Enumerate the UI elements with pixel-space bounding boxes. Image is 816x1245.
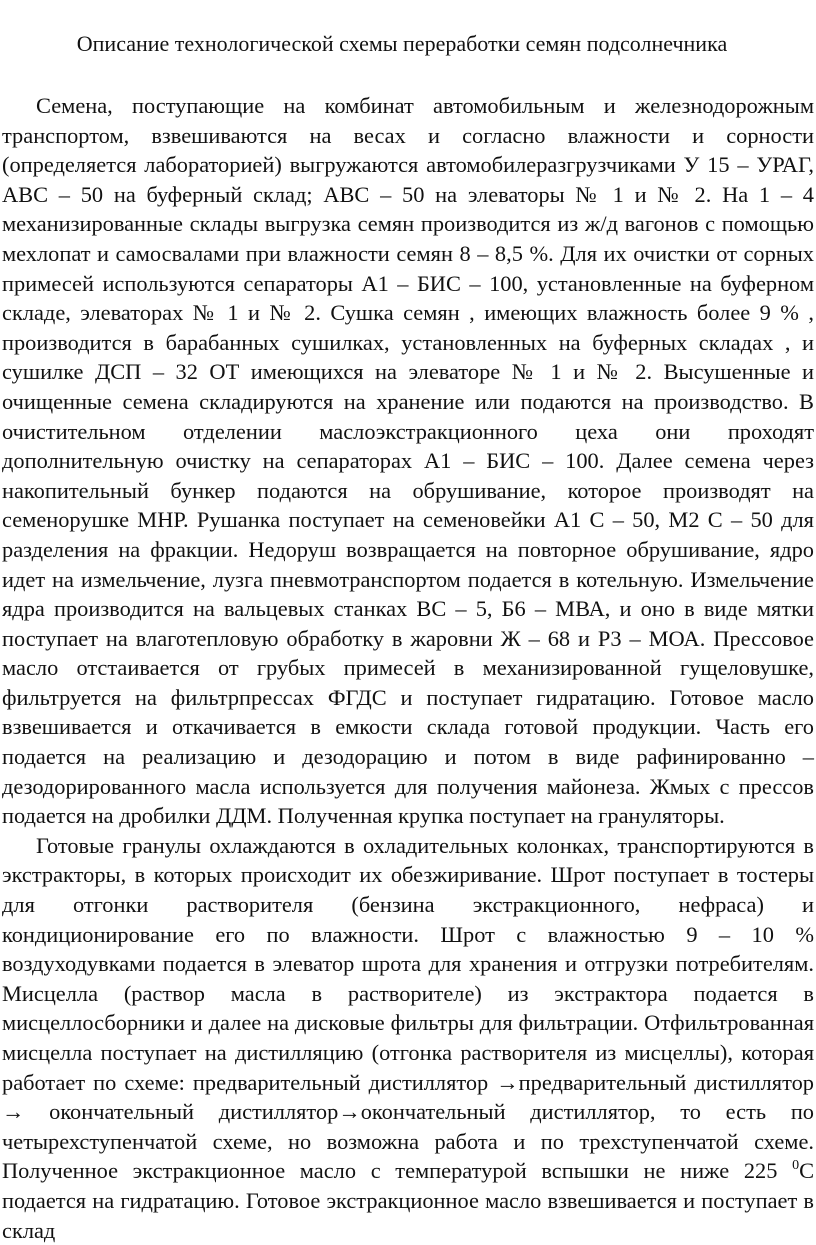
paragraph-seed-processing: Семена, поступающие на комбинат автомобильным и железнодорожным транспортом, взвешиваются на весах и согласно влажности и сорности (определяется лабораторией) выгружаются автомобилеразгрузчиками У 15 – УРАГ, АВС – 50 на буферный склад; АВС – 50 на элеваторы № 1 и № 2. На 1 – 4 механизированные склады выгрузка семян производится из ж/д вагонов с помощью мехлопат и самосвалами при влажности семян 8 – 8,5 %. Для их очистки от сорных примесей используются сепараторы А1 – БИС – 100, установленные на буферном складе, элеваторах № 1 и № 2. Сушка семян , имеющих влажность более 9 % , производится в барабанных сушилках, установленных на буферных складах , и сушилке ДСП – 32 ОТ имеющихся на элеваторе № 1 и № 2. Высушенные и очищенные семена складируются на хранение или подаются на производство. В очистительном отделении маслоэкстракционного цеха они проходят дополнительную очистку на сепараторах А1 – БИС – 100. Далее семена через накопительный бункер подаются на обрушивание, которое производят на семенорушке МНР. Рушанка поступает на семеновейки А1 С – 50, М2 С – 50 для разделения на фракции. Недоруш возвращается на повторное обрушивание, ядро идет на измельчение, лузга пневмотранспортом подается в котельную. Измельчение ядра производится на вальцевых станках ВС – 5, Б6 – МВА, и оно в виде мятки поступает на влаготепловую обработку в жаровни Ж – 68 и Р3 – МОА. Прессовое масло отстаивается от грубых примесей в механизированной гущеловушке, фильтруется на фильтрпрессах ФГДС и поступает гидратацию. Готовое масло взвешивается и откачивается в емкости склада готовой продукции. Часть его подается на реализацию и дезодорацию и потом в виде рафинированно – дезодорированного масла используется для получения майонеза. Жмых с прессов подается на дробилки ДДМ. Полученная крупка поступает на грануляторы. bbox=[2, 93, 814, 829]
paragraph-extraction bbox=[2, 831, 814, 1245]
paragraph-extraction-text: Готовые гранулы охлаждаются в охладительных колонках, транспортируются в экстракторы, в которых происходит их обезжиривание. Шрот поступает в тостеры для отгонки растворителя (бензина экстракционного, нефраса) и кондиционирование его по влажности. Шрот с влажностью 9 – 10 % воздуходувками подается в элеватор шрота для хранения и отгрузки потребителям. Мисцелла (раствор масла в растворителе) из экстрактора подается в мисцеллосборники и далее на дисковые фильтры для фильтрации. Отфильтрованная мисцелла поступает на дистилляцию (отгонка растворителя из мисцеллы), которая работает по схеме: предварительный дистиллятор →предварительный дистиллятор → окончательный дистиллятор→окончательный дистиллятор, то есть по четырехступенчатой схеме, но возможна работа и по трехступенчатой схеме. Полученное экстракционное масло с температурой вспышки не ниже 225 bbox=[2, 832, 814, 1184]
degree-superscript: 0 bbox=[792, 1158, 800, 1174]
paragraph-extraction-text-end: С подается на гидратацию. Готовое экстракционное масло взвешивается и поступает в склад bbox=[2, 1158, 814, 1243]
document-title: Описание технологической схемы переработки семян подсолнечника bbox=[76, 31, 728, 56]
